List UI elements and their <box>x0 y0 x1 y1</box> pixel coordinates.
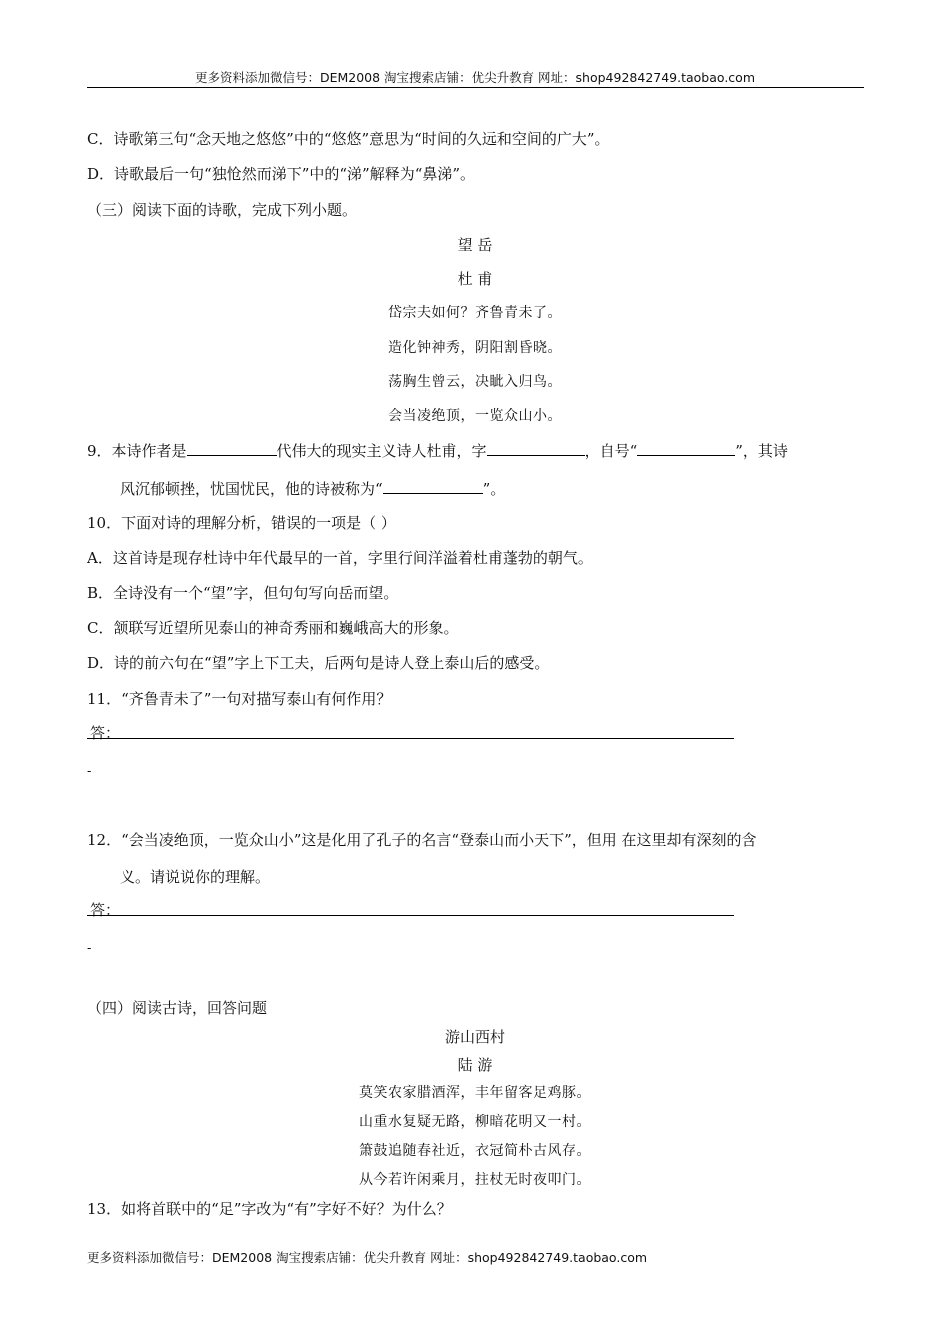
q9-text: ”。 <box>482 480 506 498</box>
page-footer: 更多资料添加微信号：DEM2008 淘宝搜索店铺：优尖升教育 网址：shop492842749.taobao.com <box>87 1250 648 1265</box>
section3-heading: （三）阅读下面的诗歌，完成下列小题。 <box>87 201 358 219</box>
poem2-author: 陆 游 <box>457 1056 493 1074</box>
section4-heading: （四）阅读古诗，回答问题 <box>87 999 268 1017</box>
q12-dash: - <box>87 941 92 956</box>
q9-text: ”，其诗 <box>735 442 788 460</box>
q10-option-a: A．这首诗是现存杜诗中年代最早的一首，字里行间洋溢着杜甫蓬勃的朝气。 <box>87 549 593 567</box>
question-11-stem: 11．“齐鲁青未了”一句对描写泰山有何作用？ <box>87 690 392 708</box>
header-divider <box>87 87 864 88</box>
question-12-line1: 12．“会当凌绝顶，一览众山小”这是化用了孔子的名言“登泰山而小天下”，但用 在这里却有深刻的含 <box>87 831 757 849</box>
q9-blank-courtesy-name[interactable] <box>487 441 585 456</box>
q9-text: ，自号“ <box>584 442 638 460</box>
poem2-title: 游山西村 <box>444 1028 505 1046</box>
q10-option-b: B．全诗没有一个“望”字，但句句写向岳而望。 <box>87 584 399 602</box>
question-10-stem: 10．下面对诗的理解分析，错误的一项是（ ） <box>87 514 396 532</box>
poem2-line: 从今若许闲乘月，拄杖无时夜叩门。 <box>359 1172 591 1188</box>
option-d-prev: D．诗歌最后一句“独怆然而涕下”中的“涕”解释为“鼻涕”。 <box>87 165 476 183</box>
q9-text: 风沉郁顿挫，忧国忧民，他的诗被称为“ <box>120 480 383 498</box>
poem1-line: 会当凌绝顶，一览众山小。 <box>388 408 562 424</box>
question-9-line2 <box>120 478 505 499</box>
q11-dash: - <box>87 764 92 779</box>
option-c-prev: C．诗歌第三句“念天地之悠悠”中的“悠悠”意思为“时间的久远和空间的广大”。 <box>87 130 610 148</box>
poem1-line: 荡胸生曾云，决眦入归鸟。 <box>388 374 562 390</box>
poem1-line: 造化钟神秀，阴阳割昏晓。 <box>388 340 562 356</box>
poem1-line: 岱宗夫如何？齐鲁青未了。 <box>388 305 562 321</box>
q9-text: 9．本诗作者是 <box>87 442 187 460</box>
poem2-line: 箫鼓追随春社近，衣冠简朴古风存。 <box>359 1143 591 1159</box>
q12-answer-label: 答： <box>90 901 121 919</box>
q9-blank-pseudonym[interactable] <box>637 441 735 456</box>
q10-option-d: D．诗的前六句在“望”字上下工夫，后两句是诗人登上泰山后的感受。 <box>87 654 550 672</box>
poem2-line: 山重水复疑无路，柳暗花明又一村。 <box>359 1114 591 1130</box>
poem1-title: 望 岳 <box>457 236 493 254</box>
poem1-author: 杜 甫 <box>457 270 493 288</box>
q9-blank-dynasty[interactable] <box>187 441 277 456</box>
q12-answer-line[interactable] <box>87 915 734 916</box>
question-13-stem: 13．如将首联中的“足”字改为“有”字好不好？为什么？ <box>87 1200 452 1218</box>
q10-option-c: C．颔联写近望所见泰山的神奇秀丽和巍峨高大的形象。 <box>87 619 459 637</box>
q9-blank-title[interactable] <box>383 479 483 494</box>
q9-text: 代伟大的现实主义诗人杜甫，字 <box>276 442 487 460</box>
q11-answer-label: 答： <box>90 724 121 742</box>
poem2-line: 莫笑农家腊酒浑，丰年留客足鸡豚。 <box>359 1085 591 1101</box>
q11-answer-line[interactable] <box>87 738 734 739</box>
question-9-line1 <box>87 440 788 461</box>
question-12-line2: 义。请说说你的理解。 <box>120 868 271 886</box>
page-header: 更多资料添加微信号：DEM2008 淘宝搜索店铺：优尖升教育 网址：shop492842749.taobao.com <box>194 70 756 85</box>
